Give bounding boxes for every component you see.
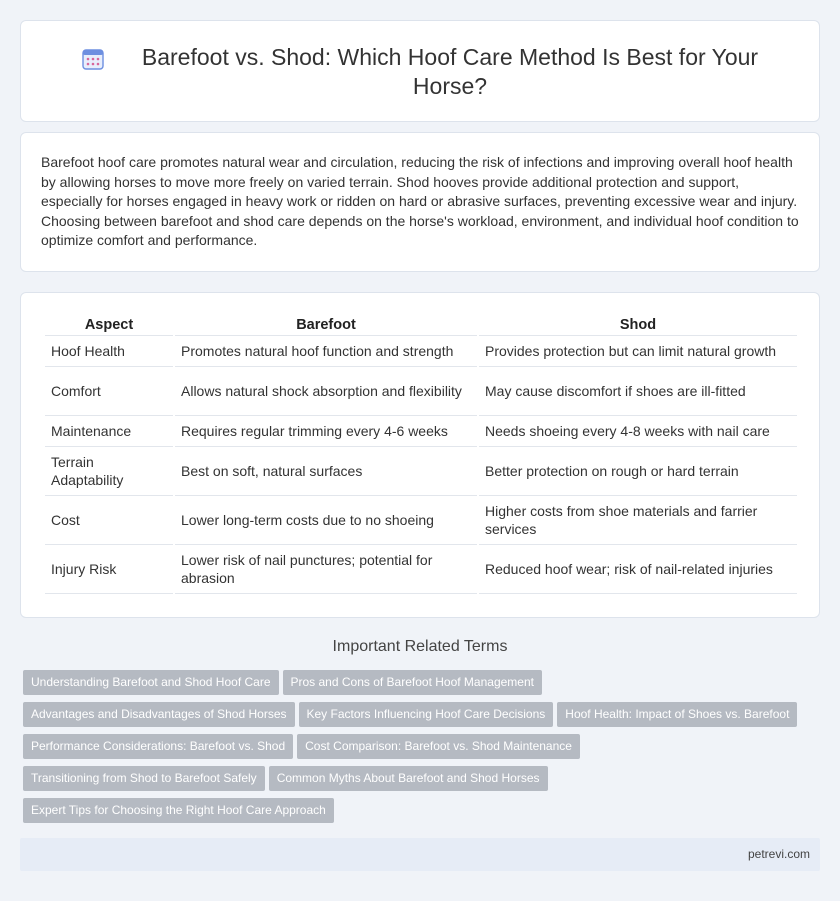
- comparison-table: [43, 313, 799, 594]
- table-cell: Best on soft, natural surfaces: [175, 447, 477, 496]
- table-cell: Hoof Health: [45, 336, 173, 367]
- related-term-tag[interactable]: Advantages and Disadvantages of Shod Horses: [23, 702, 295, 727]
- footer: [20, 838, 820, 871]
- table-row: [45, 367, 797, 416]
- related-term-tag[interactable]: Understanding Barefoot and Shod Hoof Care: [23, 670, 279, 695]
- table-cell: May cause discomfort if shoes are ill-fitted: [479, 367, 797, 416]
- table-row: [45, 447, 797, 496]
- related-term-tag[interactable]: Key Factors Influencing Hoof Care Decisions: [299, 702, 554, 727]
- intro-paragraph: Barefoot hoof care promotes natural wear and circulation, reducing the risk of infections and improving overall hoof health by allowing horses to move more freely on varied terrain. Shod hooves provide additional protection and support, especially for horses engaged in heavy work or ridden on hard or abrasive surfaces, preventing excessive wear and injury. Choosing between barefoot and shod care depends on the horse's workload, environment, and individual hoof condition to optimize comfort and performance.: [41, 154, 799, 248]
- table-header-row: [45, 313, 797, 336]
- related-term-tag[interactable]: Performance Considerations: Barefoot vs. Shod: [23, 734, 293, 759]
- column-header-aspect: Aspect: [45, 313, 173, 336]
- related-terms-title: Important Related Terms: [332, 638, 508, 655]
- related-term-tag[interactable]: Transitioning from Shod to Barefoot Safely: [23, 766, 265, 791]
- table-cell: Better protection on rough or hard terrain: [479, 447, 797, 496]
- table-cell: Promotes natural hoof function and strength: [175, 336, 477, 367]
- table-cell: Lower risk of nail punctures; potential for abrasion: [175, 545, 477, 594]
- related-terms-list: [23, 670, 813, 830]
- table-row: [45, 336, 797, 367]
- page-title: Barefoot vs. Shod: Which Hoof Care Method Is Best for Your Horse?: [141, 44, 759, 99]
- related-term-tag[interactable]: Expert Tips for Choosing the Right Hoof Care Approach: [23, 798, 334, 823]
- table-cell: Injury Risk: [45, 545, 173, 594]
- related-term-tag[interactable]: Common Myths About Barefoot and Shod Horses: [269, 766, 548, 791]
- table-cell: Lower long-term costs due to no shoeing: [175, 496, 477, 545]
- comparison-card: [20, 292, 820, 618]
- related-term-tag[interactable]: Cost Comparison: Barefoot vs. Shod Maintenance: [297, 734, 580, 759]
- table-cell: Higher costs from shoe materials and farrier services: [479, 496, 797, 545]
- table-cell: Cost: [45, 496, 173, 545]
- table-cell: Terrain Adaptability: [45, 447, 173, 496]
- table-cell: Requires regular trimming every 4-6 weeks: [175, 416, 477, 447]
- column-header-barefoot: Barefoot: [175, 313, 477, 336]
- related-term-tag[interactable]: Hoof Health: Impact of Shoes vs. Barefoot: [557, 702, 797, 727]
- table-cell: Needs shoeing every 4-8 weeks with nail care: [479, 416, 797, 447]
- intro-card: [20, 132, 820, 272]
- title-card: [20, 20, 820, 122]
- footer-site-link[interactable]: petrevi.com: [747, 847, 810, 861]
- related-term-tag[interactable]: Pros and Cons of Barefoot Hoof Management: [283, 670, 542, 695]
- table-row: [45, 416, 797, 447]
- table-cell: Allows natural shock absorption and flexibility: [175, 367, 477, 416]
- table-cell: Maintenance: [45, 416, 173, 447]
- table-row: [45, 545, 797, 594]
- table-cell: Provides protection but can limit natural growth: [479, 336, 797, 367]
- table-cell: Comfort: [45, 367, 173, 416]
- column-header-shod: Shod: [479, 313, 797, 336]
- table-row: [45, 496, 797, 545]
- table-cell: Reduced hoof wear; risk of nail-related injuries: [479, 545, 797, 594]
